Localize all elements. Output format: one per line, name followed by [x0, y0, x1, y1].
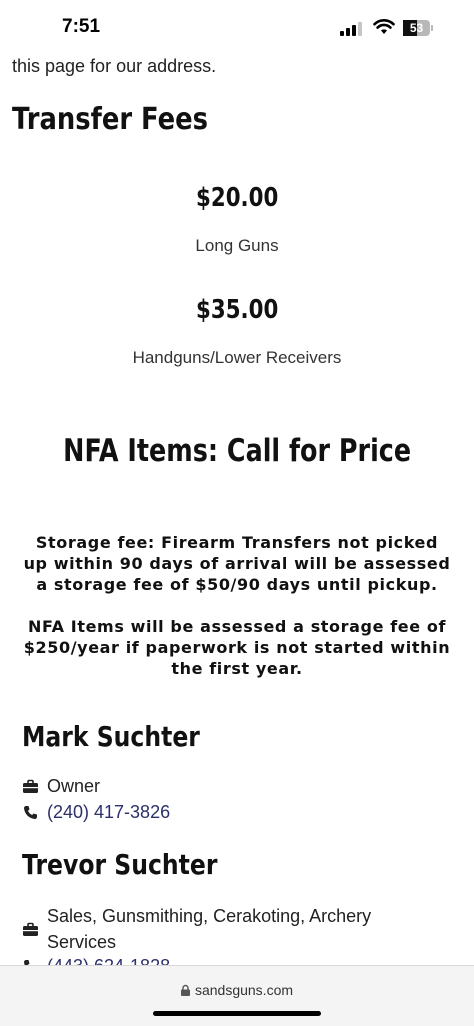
phone-icon — [22, 805, 38, 821]
contact-name-trevor: Trevor Suchter — [22, 848, 218, 881]
phone-link[interactable]: (240) 417-3826 — [47, 802, 171, 822]
storage-fee-note: Storage fee: Firearm Transfers not picked up within 90 days of arrival will be assessed a storage fee of $50/90 days until pickup. — [23, 533, 451, 594]
briefcase-icon — [22, 779, 38, 795]
contact-phone-mark[interactable] — [22, 802, 170, 823]
status-time: 7:51 — [62, 16, 101, 37]
lock-icon — [181, 983, 190, 999]
intro-text: this page for our address. — [12, 56, 217, 76]
contact-role-mark — [22, 776, 100, 797]
browser-address-bar[interactable] — [0, 965, 474, 1026]
home-indicator[interactable] — [153, 1011, 321, 1016]
contact-role-text: Owner — [47, 776, 101, 796]
nfa-storage-fee-note: NFA Items will be assessed a storage fee of $250/year if paperwork is not started within the first year. — [23, 617, 451, 678]
contact-name-mark: Mark Suchter — [22, 720, 200, 753]
nfa-heading: NFA Items: Call for Price — [63, 433, 411, 469]
contact-role-text: Sales, Gunsmithing, Cerakoting, Archery Services — [47, 906, 372, 952]
briefcase-icon — [22, 921, 38, 937]
section-title: Transfer Fees — [12, 102, 208, 137]
fee-label-long-guns: Long Guns — [195, 236, 279, 255]
url-display[interactable] — [0, 982, 474, 999]
battery-level: 53 — [409, 21, 424, 35]
fee-amount-long-guns: $20.00 — [195, 183, 279, 213]
url-text: sandsguns.com — [194, 982, 294, 998]
fee-amount-handguns: $35.00 — [195, 295, 279, 325]
fee-label-handguns: Handguns/Lower Receivers — [132, 348, 342, 367]
contact-role-trevor — [22, 903, 422, 955]
